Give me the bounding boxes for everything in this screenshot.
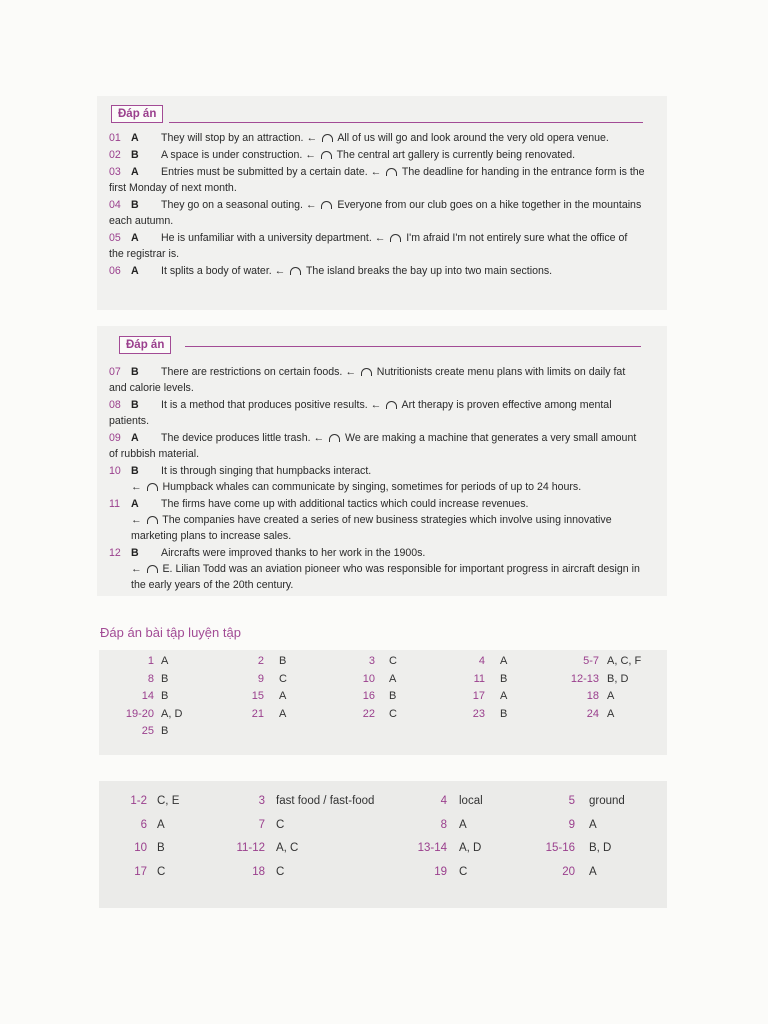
grid-question-number: 19-20 — [125, 707, 154, 720]
practice-answers-title: Đáp án bài tập luyện tập — [100, 625, 241, 640]
answer-item — [109, 364, 645, 396]
script-text: Art therapy is proven effective among mental patients. — [109, 399, 612, 427]
grid-question-number: 1-2 — [130, 795, 147, 807]
grid-answer: A — [279, 707, 287, 720]
grid-question-number: 11 — [473, 672, 485, 685]
grid-question-number: 13-14 — [417, 842, 447, 854]
headphones-icon — [147, 565, 158, 573]
question-number: 11 — [109, 498, 120, 510]
grid-answer: C — [389, 655, 397, 667]
grid-answer: fast food / fast-food — [276, 795, 375, 807]
grid-answer: B — [157, 842, 165, 854]
grid-answer: A, C, F — [607, 655, 642, 667]
grid-row — [99, 708, 667, 726]
answer-letter: A — [131, 132, 139, 144]
script-text: We are making a machine that generates a very small amount of rubbish material. — [109, 432, 637, 460]
grid-answer: C — [276, 865, 285, 878]
grid-question-number: 17 — [472, 690, 485, 702]
grid-answer: B — [161, 690, 169, 702]
grid-answer: B — [279, 655, 287, 667]
answer-statement: A space is under construction. — [161, 149, 306, 161]
grid-answer: A — [500, 655, 508, 667]
answer-tag: Đáp án — [111, 105, 163, 123]
grid-row — [99, 673, 667, 691]
grid-answer: B, D — [589, 842, 612, 854]
grid-question-number: 5-7 — [583, 655, 599, 667]
question-number: 03 — [109, 166, 121, 178]
grid-question-number: 15-16 — [545, 842, 575, 854]
arrow-icon: ← — [313, 432, 328, 444]
arrow-icon: ← — [305, 199, 320, 211]
grid-answer: A — [607, 690, 615, 702]
question-number: 05 — [109, 232, 121, 244]
grid-question-number: 7 — [258, 818, 265, 831]
grid-answer: A — [161, 655, 169, 667]
script-line — [109, 479, 645, 495]
arrow-icon: ← — [305, 149, 319, 161]
grid-question-number: 8 — [440, 818, 447, 831]
arrow-icon: ← — [131, 514, 145, 526]
grid-answer: C — [279, 672, 287, 685]
grid-answer: A — [589, 865, 597, 878]
answer-statement: They will stop by an attraction. — [161, 132, 307, 144]
answer-letter: B — [131, 465, 139, 477]
grid-question-number: 18 — [586, 690, 599, 702]
grid-row — [99, 690, 667, 708]
grid-question-number: 9 — [257, 672, 264, 685]
arrow-icon: ← — [131, 481, 145, 493]
grid-answer: B — [500, 707, 508, 720]
answer-item — [109, 463, 645, 495]
script-text: Everyone from our club goes on a hike together in the mountains each autumn. — [109, 199, 642, 227]
answer-item — [109, 147, 645, 163]
grid-question-number: 10 — [362, 672, 375, 685]
grid-question-number: 22 — [362, 707, 375, 720]
script-line — [306, 132, 608, 144]
grid-answer: ground — [589, 795, 625, 807]
script-text: Nutritionists create menu plans with limits on daily fat and calorie levels. — [109, 366, 626, 394]
answer-item — [109, 263, 645, 279]
script-text: The island breaks the bay up into two main sections. — [303, 265, 553, 277]
grid-answer: C — [157, 865, 166, 878]
grid-row — [99, 795, 667, 819]
grid-answer: A — [459, 818, 467, 831]
arrow-icon: ← — [370, 166, 385, 178]
grid-question-number: 20 — [562, 865, 575, 878]
script-line — [305, 149, 575, 161]
grid-answer: local — [459, 795, 483, 807]
grid-question-number: 21 — [251, 707, 264, 720]
arrow-icon: ← — [274, 265, 289, 277]
headphones-icon — [390, 234, 401, 242]
grid-answer: A, D — [459, 842, 482, 854]
script-text: The deadline for handing in the entrance form is the first Monday of next month. — [109, 166, 645, 194]
answer-letter: B — [131, 366, 139, 378]
header-rule — [169, 122, 643, 123]
script-text: Humpback whales can communicate by singing, sometimes for periods of up to 24 hours. — [159, 481, 582, 493]
script-text: E. Lilian Todd was an aviation pioneer who was responsible for important progress in aircraft design in the early years of the 20th century. — [131, 563, 640, 591]
answer-letter: A — [131, 265, 139, 277]
script-line — [109, 561, 645, 593]
grid-question-number: 17 — [134, 865, 147, 878]
answer-statement: The firms have come up with additional tactics which could increase revenues. — [161, 498, 529, 510]
grid-question-number: 5 — [568, 795, 575, 807]
header-rule — [185, 346, 641, 347]
grid-answer: A — [157, 818, 165, 831]
grid-question-number: 15 — [251, 690, 264, 702]
grid-question-number: 8 — [147, 672, 154, 685]
grid-question-number: 2 — [257, 655, 264, 667]
answer-box-1 — [97, 96, 667, 310]
grid-answer: A — [589, 818, 597, 831]
answer-statement: It is a method that produces positive results. — [161, 399, 371, 411]
grid-question-number: 11-12 — [236, 842, 265, 854]
grid-question-number: 24 — [586, 707, 599, 720]
answer-item — [109, 230, 645, 262]
question-number: 08 — [109, 399, 121, 411]
answer-item — [109, 130, 645, 146]
grid-question-number: 1 — [147, 655, 154, 667]
grid-row — [99, 655, 667, 673]
grid-answer: A — [500, 690, 508, 702]
headphones-icon — [290, 267, 301, 275]
answer-letter: B — [131, 149, 139, 161]
grid-question-number: 18 — [252, 865, 265, 878]
grid-answer: B, D — [607, 672, 629, 685]
headphones-icon — [147, 516, 158, 524]
arrow-icon: ← — [306, 132, 320, 144]
answer-letter: A — [131, 232, 139, 244]
grid-question-number: 12-13 — [570, 672, 599, 685]
answer-letter: A — [131, 498, 139, 510]
grid-question-number: 16 — [362, 690, 375, 702]
headphones-icon — [321, 201, 332, 209]
answer-statement: It splits a body of water. — [161, 265, 275, 277]
answer-grid-1 — [99, 650, 667, 755]
grid-answer: B — [161, 672, 169, 685]
script-line — [109, 512, 645, 544]
question-number: 10 — [109, 465, 121, 477]
question-number: 09 — [109, 432, 121, 444]
grid-question-number: 19 — [434, 865, 447, 878]
answer-letter: A — [131, 166, 139, 178]
question-number: 07 — [109, 366, 121, 378]
answer-letter: A — [131, 432, 139, 444]
grid-row — [99, 866, 667, 890]
grid-answer: B — [500, 672, 508, 685]
grid-answer: B — [389, 690, 397, 702]
question-number: 01 — [109, 132, 121, 144]
grid-answer: C — [389, 707, 397, 720]
grid-question-number: 9 — [568, 818, 575, 831]
answer-box-header — [97, 96, 667, 130]
script-text: The companies have created a series of new business strategies which involve using innovative marketing plans to increase sales. — [131, 514, 612, 542]
headphones-icon — [386, 401, 397, 409]
answer-statement: They go on a seasonal outing. — [161, 199, 306, 211]
answer-item — [109, 397, 645, 429]
headphones-icon — [322, 134, 333, 142]
headphones-icon — [329, 434, 340, 442]
grid-question-number: 25 — [141, 725, 154, 737]
answer-statement: There are restrictions on certain foods. — [161, 366, 346, 378]
answer-statement: He is unfamiliar with a university department. — [161, 232, 375, 244]
grid-answer: C, E — [157, 795, 180, 807]
grid-question-number: 4 — [478, 655, 485, 667]
headphones-icon — [147, 483, 158, 491]
script-text: All of us will go and look around the very old opera venue. — [334, 132, 609, 144]
grid-question-number: 6 — [140, 818, 147, 831]
grid-question-number: 23 — [472, 707, 485, 720]
grid-row — [99, 819, 667, 843]
script-text: I'm afraid I'm not entirely sure what the office of the registrar is. — [109, 232, 628, 260]
arrow-icon: ← — [370, 399, 385, 411]
answer-tag: Đáp án — [119, 336, 171, 354]
arrow-icon: ← — [131, 563, 145, 575]
answer-item — [109, 545, 645, 593]
grid-answer: C — [276, 818, 285, 831]
question-number: 06 — [109, 265, 121, 277]
question-number: 04 — [109, 199, 121, 211]
answer-item — [109, 496, 645, 544]
grid-row — [99, 725, 667, 743]
answer-list — [97, 360, 667, 593]
grid-question-number: 3 — [258, 795, 265, 807]
answer-item — [109, 164, 645, 196]
answer-letter: B — [131, 399, 139, 411]
answer-letter: B — [131, 547, 139, 559]
grid-answer: A — [607, 707, 615, 720]
grid-answer: A, C — [276, 842, 299, 854]
script-text: The central art gallery is currently being renovated. — [333, 149, 576, 161]
answer-box-2 — [97, 326, 667, 596]
headphones-icon — [361, 368, 372, 376]
answer-grid-2 — [99, 781, 667, 908]
answer-letter: B — [131, 199, 139, 211]
answer-list — [97, 130, 667, 279]
grid-answer: A, D — [161, 707, 183, 720]
grid-question-number: 10 — [134, 842, 147, 854]
grid-answer: A — [279, 690, 287, 702]
answer-statement: Aircrafts were improved thanks to her work in the 1900s. — [161, 547, 426, 559]
answer-box-header — [97, 326, 667, 360]
answer-item — [109, 197, 645, 229]
grid-answer: B — [161, 725, 169, 737]
answer-statement: Entries must be submitted by a certain date. — [161, 166, 371, 178]
answer-statement: It is through singing that humpbacks interact. — [161, 465, 372, 477]
grid-answer: A — [389, 672, 397, 685]
grid-row — [99, 842, 667, 866]
grid-question-number: 4 — [440, 795, 447, 807]
answer-item — [109, 430, 645, 462]
grid-question-number: 14 — [141, 690, 154, 702]
question-number: 12 — [109, 547, 121, 559]
question-number: 02 — [109, 149, 121, 161]
arrow-icon: ← — [345, 366, 359, 378]
headphones-icon — [321, 151, 332, 159]
arrow-icon: ← — [374, 232, 389, 244]
grid-question-number: 3 — [368, 655, 375, 667]
answer-statement: The device produces little trash. — [161, 432, 314, 444]
headphones-icon — [386, 168, 397, 176]
grid-answer: C — [459, 865, 468, 878]
script-line — [275, 265, 552, 277]
